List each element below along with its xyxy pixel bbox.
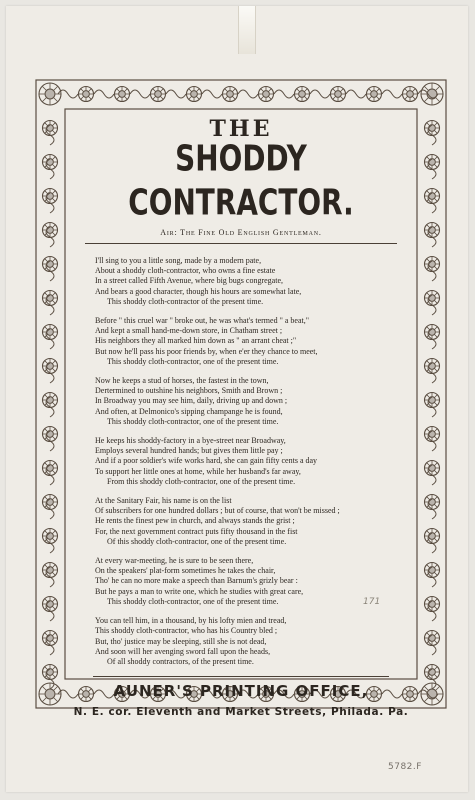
border-ornament: [47, 329, 54, 336]
verse-line: His neighbors they all marked him down as " an arrant cheat ;": [95, 336, 297, 346]
border-ornament: [53, 599, 55, 601]
border-ornament: [297, 97, 299, 99]
border-ornament: [310, 90, 330, 98]
divider: [85, 243, 397, 244]
border-ornament: [377, 97, 379, 99]
border-ornament: [435, 429, 437, 431]
border-ornament: [45, 633, 47, 635]
border-ornament: [53, 565, 55, 567]
border-ornament: [429, 499, 436, 506]
border-ornament: [53, 199, 55, 201]
verse-line: He keeps his shoddy-factory in a bye-street near Broadway,: [95, 436, 286, 446]
border-ornament: [435, 199, 437, 201]
border-ornament: [435, 191, 437, 193]
border-ornament: [45, 497, 47, 499]
border-ornament: [435, 565, 437, 567]
border-ornament: [429, 363, 436, 370]
border-ornament: [81, 89, 83, 91]
border-ornament: [429, 601, 436, 608]
border-ornament: [269, 89, 271, 91]
border-ornament: [435, 225, 437, 227]
border-ornament: [45, 89, 55, 99]
border-ornament: [45, 531, 47, 533]
border-ornament: [335, 91, 342, 98]
verse-line: To support her little ones at home, while her husband's far away,: [95, 466, 301, 476]
border-ornament: [153, 89, 155, 91]
border-ornament: [45, 191, 47, 193]
verse-line: And kept a small hand-me-down store, in Chatham street ;: [95, 326, 283, 336]
stanza: [73, 316, 409, 367]
border-ornament: [125, 89, 127, 91]
border-ornament: [47, 125, 54, 132]
border-ornament: [429, 193, 436, 200]
border-ornament: [429, 635, 436, 642]
stanza: [73, 436, 409, 487]
border-ornament: [429, 397, 436, 404]
stanza: [73, 496, 409, 547]
border-ornament: [47, 601, 54, 608]
border-ornament: [377, 89, 379, 91]
broadside-content: [73, 111, 409, 719]
border-ornament: [427, 531, 429, 533]
border-ornament: [45, 689, 55, 699]
border-ornament: [189, 89, 191, 91]
border-ornament: [53, 463, 55, 465]
border-ornament: [233, 89, 235, 91]
divider: [93, 676, 389, 677]
border-ornament: [45, 327, 47, 329]
border-ornament: [53, 505, 55, 507]
border-ornament: [429, 125, 436, 132]
border-ornament: [425, 687, 429, 691]
border-ornament: [53, 335, 55, 337]
border-ornament: [53, 267, 55, 269]
border-ornament: [45, 225, 47, 227]
border-ornament: [427, 293, 429, 295]
border-ornament: [83, 91, 90, 98]
border-ornament: [435, 267, 437, 269]
printer-address: N. E. cor. Eleventh and Market Streets, Philada. Pa.: [73, 706, 409, 719]
border-ornament: [202, 90, 222, 98]
border-ornament: [435, 607, 437, 609]
border-ornament: [333, 89, 335, 91]
border-ornament: [197, 89, 199, 91]
border-ornament: [53, 225, 55, 227]
border-ornament: [429, 431, 436, 438]
border-ornament: [47, 499, 54, 506]
border-ornament: [429, 567, 436, 574]
stanza: [73, 376, 409, 427]
border-ornament: [405, 89, 407, 91]
border-ornament: [81, 97, 83, 99]
border-ornament: [427, 123, 429, 125]
border-ornament: [427, 157, 429, 159]
border-ornament: [54, 698, 58, 702]
border-ornament: [405, 97, 407, 99]
verse-line: And bears a good character, though his hours are somewhat late,: [95, 286, 302, 296]
border-ornament: [435, 233, 437, 235]
border-ornament: [119, 91, 126, 98]
border-ornament: [261, 97, 263, 99]
border-ornament: [53, 259, 55, 261]
verse-line: Tho' he can no more make a speech than Barnum's grizly bear :: [95, 576, 298, 586]
border-ornament: [435, 335, 437, 337]
border-ornament: [53, 123, 55, 125]
border-ornament: [429, 533, 436, 540]
border-ornament: [53, 429, 55, 431]
verse-line: You can tell him, in a thousand, by his lofty mien and tread,: [95, 616, 287, 626]
border-ornament: [89, 97, 91, 99]
border-ornament: [435, 131, 437, 133]
catalog-number: 5782.F: [388, 762, 422, 772]
verse-line: At the Sanitary Fair, his name is on the list: [95, 496, 232, 506]
border-ornament: [429, 465, 436, 472]
border-ornament: [238, 90, 258, 98]
border-ornament: [53, 675, 55, 677]
border-ornament: [429, 295, 436, 302]
border-ornament: [43, 87, 47, 91]
border-ornament: [53, 395, 55, 397]
border-ornament: [153, 97, 155, 99]
border-ornament: [53, 165, 55, 167]
border-ornament: [54, 87, 58, 91]
border-ornament: [53, 293, 55, 295]
border-ornament: [53, 233, 55, 235]
border-ornament: [53, 191, 55, 193]
verse-line: On the speakers' plat-form sometimes he takes the chair,: [95, 566, 276, 576]
border-ornament: [407, 91, 414, 98]
border-ornament: [53, 573, 55, 575]
border-ornament: [435, 675, 437, 677]
border-ornament: [47, 295, 54, 302]
border-ornament: [427, 225, 429, 227]
verse-line: I'll sing to you a little song, made by a modern pate,: [95, 256, 262, 265]
border-ornament: [435, 539, 437, 541]
border-ornament: [45, 565, 47, 567]
ornamental-frame: [35, 79, 447, 719]
border-ornament: [155, 91, 162, 98]
border-ornament: [427, 191, 429, 193]
verse-line: But now he'll pass his poor friends by, when e'er they chance to meet,: [95, 346, 318, 356]
border-ornament: [435, 497, 437, 499]
verse-line: Now he keeps a stud of horses, the fastest in the town,: [95, 376, 269, 386]
border-ornament: [413, 97, 415, 99]
border-ornament: [53, 301, 55, 303]
border-ornament: [435, 573, 437, 575]
border-ornament: [53, 131, 55, 133]
verse-refrain: From this shoddy cloth-contractor, one of the present time.: [107, 476, 296, 486]
border-ornament: [47, 635, 54, 642]
verse-refrain: This shoddy cloth-contractor of the present time.: [107, 296, 264, 306]
border-ornament: [47, 159, 54, 166]
border-ornament: [47, 193, 54, 200]
title-the: THE: [209, 116, 273, 142]
verse-line: He rents the finest pew in church, and always stands the grist ;: [95, 516, 295, 526]
verse-refrain: Of all shoddy contractors, of the present time.: [107, 656, 254, 666]
border-ornament: [189, 97, 191, 99]
verse-line: Dertermined to outshine his neighbors, Smith and Brown ;: [95, 386, 283, 396]
border-ornament: [435, 327, 437, 329]
verse-refrain: This shoddy cloth-contractor, one of the present time.: [107, 416, 279, 426]
border-ornament: [427, 633, 429, 635]
border-ornament: [435, 531, 437, 533]
border-ornament: [427, 497, 429, 499]
border-ornament: [125, 97, 127, 99]
border-ornament: [45, 293, 47, 295]
border-ornament: [436, 687, 440, 691]
air-tune-line: Air: The Fine Old English Gentleman.: [160, 228, 322, 237]
verse-refrain: This shoddy cloth-contractor, one of the present time.: [107, 596, 279, 606]
stanza: [73, 616, 409, 667]
border-ornament: [54, 687, 58, 691]
border-ornament: [435, 667, 437, 669]
border-ornament: [89, 89, 91, 91]
border-ornament: [261, 89, 263, 91]
border-ornament: [435, 641, 437, 643]
border-ornament: [427, 599, 429, 601]
border-ornament: [413, 697, 415, 699]
border-ornament: [333, 97, 335, 99]
border-ornament: [425, 98, 429, 102]
border-ornament: [425, 87, 429, 91]
border-ornament: [53, 437, 55, 439]
border-ornament: [435, 301, 437, 303]
border-ornament: [47, 669, 54, 676]
border-ornament: [425, 698, 429, 702]
border-ornament: [53, 471, 55, 473]
border-ornament: [53, 633, 55, 635]
border-ornament: [47, 363, 54, 370]
border-ornament: [369, 97, 371, 99]
verse-line: This shoddy cloth-contractor, who has his Country bled ;: [95, 626, 278, 636]
page-title: SHODDY CONTRACTOR.: [128, 138, 354, 224]
stanza: [73, 556, 409, 607]
verse-line: In a street called Fifth Avenue, where big bugs congregate,: [95, 276, 284, 286]
border-ornament: [435, 395, 437, 397]
border-ornament: [429, 669, 436, 676]
border-ornament: [435, 403, 437, 405]
border-ornament: [427, 395, 429, 397]
border-ornament: [45, 599, 47, 601]
border-ornament: [43, 98, 47, 102]
border-ornament: [227, 91, 234, 98]
border-ornament: [53, 531, 55, 533]
border-ornament: [435, 369, 437, 371]
border-ornament: [45, 463, 47, 465]
border-ornament: [297, 89, 299, 91]
border-ornament: [53, 157, 55, 159]
border-ornament: [117, 97, 119, 99]
verse-line: Before " this cruel war " broke out, he was what's termed " a beat,": [95, 316, 309, 326]
border-ornament: [47, 431, 54, 438]
border-ornament: [435, 361, 437, 363]
border-ornament: [429, 261, 436, 268]
border-ornament: [47, 261, 54, 268]
border-ornament: [233, 97, 235, 99]
border-ornament: [263, 91, 270, 98]
border-ornament: [269, 97, 271, 99]
border-ornament: [53, 327, 55, 329]
verse-line: Employs several hundred hands; but gives them little pay ;: [95, 446, 283, 456]
border-ornament: [413, 89, 415, 91]
border-ornament: [382, 90, 402, 98]
border-ornament: [45, 157, 47, 159]
border-ornament: [47, 397, 54, 404]
border-ornament: [45, 123, 47, 125]
border-ornament: [43, 687, 47, 691]
verse-refrain: Of this shoddy cloth-contractor, one of the present time.: [107, 536, 287, 546]
border-ornament: [225, 89, 227, 91]
border-ornament: [47, 465, 54, 472]
border-ornament: [225, 97, 227, 99]
border-ornament: [130, 90, 150, 98]
border-ornament: [435, 157, 437, 159]
border-ornament: [53, 641, 55, 643]
verses: [73, 256, 409, 667]
border-ornament: [427, 327, 429, 329]
border-ornament: [435, 599, 437, 601]
border-ornament: [47, 533, 54, 540]
border-ornament: [435, 505, 437, 507]
verse-line: About a shoddy cloth-contractor, who owns a fine estate: [95, 266, 276, 276]
border-ornament: [117, 89, 119, 91]
pencil-note: 171: [363, 597, 381, 607]
broadside-sheet: [6, 6, 468, 792]
border-ornament: [274, 90, 294, 98]
verse-line: At every war-meeting, he is sure to be seen there,: [95, 556, 254, 566]
stanza: [73, 256, 409, 307]
border-ornament: [435, 165, 437, 167]
border-ornament: [47, 567, 54, 574]
border-ornament: [436, 87, 440, 91]
border-ornament: [435, 259, 437, 261]
border-ornament: [299, 91, 306, 98]
border-ornament: [371, 91, 378, 98]
border-ornament: [43, 698, 47, 702]
border-ornament: [191, 91, 198, 98]
border-ornament: [341, 97, 343, 99]
mounting-tape: [238, 6, 256, 54]
border-ornament: [341, 89, 343, 91]
printer-name: AUNER'S PRINTING OFFICE,: [113, 682, 369, 701]
border-ornament: [53, 667, 55, 669]
border-ornament: [53, 361, 55, 363]
border-ornament: [435, 437, 437, 439]
border-ornament: [45, 429, 47, 431]
border-ornament: [53, 403, 55, 405]
verse-line: In Broadway you may see him, daily, driving up and down ;: [95, 396, 288, 406]
border-ornament: [47, 227, 54, 234]
border-ornament: [94, 90, 114, 98]
border-ornament: [427, 361, 429, 363]
border-ornament: [45, 259, 47, 261]
border-ornament: [436, 698, 440, 702]
verse-line: And often, at Delmonico's sipping champange he is found,: [95, 406, 283, 416]
border-ornament: [429, 227, 436, 234]
border-ornament: [435, 123, 437, 125]
border-ornament: [427, 429, 429, 431]
border-ornament: [53, 497, 55, 499]
border-ornament: [54, 98, 58, 102]
verse-line: But he pays a man to write one, which he studies with great care,: [95, 586, 304, 596]
border-ornament: [45, 667, 47, 669]
border-ornament: [435, 463, 437, 465]
border-ornament: [45, 361, 47, 363]
verse-line: For, the next government contract puts fifty thousand in the fist: [95, 526, 298, 536]
border-ornament: [305, 97, 307, 99]
border-ornament: [429, 159, 436, 166]
border-ornament: [427, 463, 429, 465]
border-ornament: [53, 607, 55, 609]
border-ornament: [53, 369, 55, 371]
border-ornament: [427, 565, 429, 567]
border-ornament: [435, 293, 437, 295]
verse-line: Of subscribers for one hundred dollars ; but of course, that won't be missed ;: [95, 506, 340, 516]
border-ornament: [197, 97, 199, 99]
border-ornament: [369, 89, 371, 91]
verse-line: And soon will her avenging sword fall upon the heads,: [95, 646, 271, 656]
border-ornament: [305, 89, 307, 91]
border-ornament: [161, 89, 163, 91]
border-ornament: [435, 471, 437, 473]
border-ornament: [45, 395, 47, 397]
border-ornament: [429, 329, 436, 336]
verse-line: And if a poor soldier's wife works hard, she can gain fifty cents a day: [95, 456, 318, 466]
border-ornament: [166, 90, 186, 98]
border-ornament: [435, 633, 437, 635]
border-ornament: [427, 667, 429, 669]
verse-refrain: This shoddy cloth-contractor, one of the present time.: [107, 356, 279, 366]
border-ornament: [436, 98, 440, 102]
border-ornament: [413, 689, 415, 691]
border-ornament: [53, 539, 55, 541]
verse-line: But, tho' justice may be sleeping, still she is not dead,: [95, 636, 267, 646]
border-ornament: [161, 97, 163, 99]
border-ornament: [346, 90, 366, 98]
border-ornament: [427, 259, 429, 261]
